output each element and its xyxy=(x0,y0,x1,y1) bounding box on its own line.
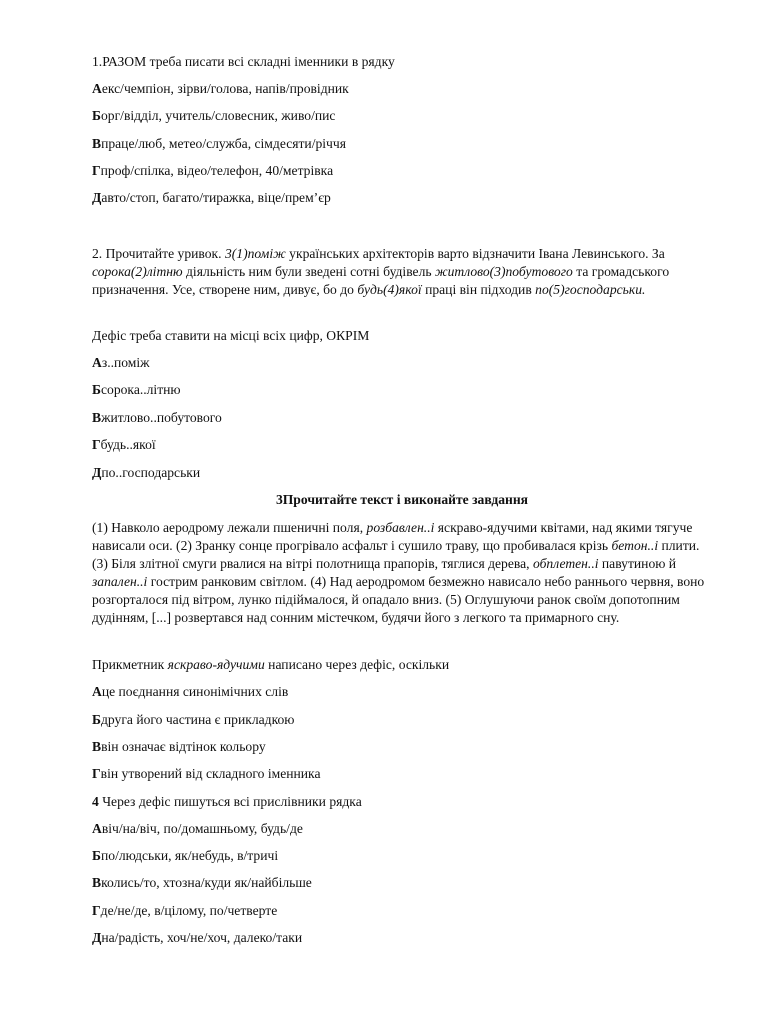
option-letter: А xyxy=(92,355,102,370)
q2-option-d xyxy=(92,464,712,482)
q2-word-1: 3(1)поміж xyxy=(224,246,286,261)
q2-text: праці він підходив xyxy=(421,282,536,297)
q2-text: та громадського призначення. Усе, створене ним, дивує, бо до xyxy=(92,264,670,297)
option-text: з..поміж xyxy=(101,355,150,370)
option-letter: Б xyxy=(92,382,101,397)
q2-text: діяльність ним були зведені сотні будівель xyxy=(182,264,435,279)
q4-option-d xyxy=(92,929,712,947)
option-text: сорока..літню xyxy=(101,382,181,397)
option-letter: А xyxy=(92,81,102,96)
q1-option-a xyxy=(92,80,712,98)
option-text: друга його частина є прикладкою xyxy=(101,712,295,727)
q1-question: 1.РАЗОМ треба писати всі складні іменники в рядку xyxy=(92,54,395,69)
option-text: будь..якої xyxy=(100,437,156,452)
option-text: екс/чемпіон, зірви/голова, напів/провідник xyxy=(101,81,349,96)
q3-text: павутиною й xyxy=(598,556,677,571)
q1-option-b xyxy=(92,107,712,125)
q4-question-text: Через дефіс пишуться всі прислівники рядка xyxy=(98,794,362,809)
option-letter: В xyxy=(92,875,102,890)
option-letter: Г xyxy=(92,437,101,452)
q3-question-text: написано через дефіс, оскільки xyxy=(264,657,450,672)
option-letter: Г xyxy=(92,903,101,918)
q4-option-g xyxy=(92,902,712,920)
q2-word-4: будь(4)якої xyxy=(357,282,422,297)
q3-text: гострим ранковим світлом. (4) Над аеродромом безмежно нависало небо раннього червня, воно розгорталося під вітром, лунко підіймалося, й опадало вниз. (5) Оглушуючи ранок своїм допотопним дудінням, [...] розвертався над сонним містечком, будячи його з легкого та примарного сну. xyxy=(92,574,705,625)
q1-option-g xyxy=(92,162,712,180)
q2-lead: 2. Прочитайте уривок. xyxy=(92,246,225,261)
q3-question-word: яскраво-ядучими xyxy=(167,657,265,672)
q3-text: плити. (3) Біля злітної смуги рвалися на вітрі полотнища прапорів, тяглися дерева, xyxy=(92,538,700,571)
option-text: орг/відділ, учитель/словесник, живо/пис xyxy=(101,108,336,123)
q2-word-3: житлово(3)побутового xyxy=(434,264,573,279)
option-letter: Б xyxy=(92,712,101,727)
option-letter: Б xyxy=(92,108,101,123)
q3-title: 3Прочитайте текст і виконайте завдання xyxy=(275,492,529,507)
option-text: де/не/де, в/цілому, по/четверте xyxy=(100,903,278,918)
q2-word-5: по(5)господарськи. xyxy=(535,282,646,297)
option-text: колись/то, хтозна/куди як/найбільше xyxy=(101,875,312,890)
option-letter: В xyxy=(92,410,102,425)
q3-word-3: обплетен..і xyxy=(532,556,599,571)
q4-option-a xyxy=(92,820,712,838)
option-letter: А xyxy=(92,684,102,699)
option-text: праце/люб, метео/служба, сімдесяти/річчя xyxy=(101,136,346,151)
option-text: житлово..побутового xyxy=(101,410,222,425)
q3-option-a xyxy=(92,683,712,701)
q4-question xyxy=(92,793,712,811)
q3-text: (1) Навколо аеродрому лежали пшеничні поля, xyxy=(92,520,367,535)
option-text: віч/на/віч, по/домашньому, будь/де xyxy=(101,821,303,836)
option-text: він означає відтінок кольору xyxy=(101,739,266,754)
q2-passage xyxy=(92,245,714,299)
option-letter: А xyxy=(92,821,102,836)
q1-option-v xyxy=(92,135,712,153)
option-letter: Д xyxy=(92,930,102,945)
q2-option-g xyxy=(92,436,712,454)
q3-word-2: бетон..і xyxy=(611,538,659,553)
q3-text: яскраво-ядучими квітами, над якими тягуче нависали оси. (2) Зранку сонце прогрівало асфальт і сушило траву, що пробивалася крізь xyxy=(92,520,693,553)
q3-option-g xyxy=(92,765,712,783)
q2-word-2: сорока(2)літню xyxy=(92,264,183,279)
option-letter: В xyxy=(92,136,102,151)
option-letter: Г xyxy=(92,766,101,781)
q2-option-a xyxy=(92,354,712,372)
q1-option-d xyxy=(92,189,712,207)
option-text: авто/стоп, багато/тиражка, віце/прем’єр xyxy=(101,190,331,205)
option-text: по/людськи, як/небудь, в/тричі xyxy=(101,848,279,863)
q4-option-v xyxy=(92,874,712,892)
option-letter: Г xyxy=(92,163,101,178)
option-letter: В xyxy=(92,739,102,754)
q4-option-b xyxy=(92,847,712,865)
option-letter: Д xyxy=(92,190,102,205)
q2-instruction: Дефіс треба ставити на місці всіх цифр, ОКРІМ xyxy=(92,328,370,343)
q3-word-1: розбавлен..і xyxy=(366,520,435,535)
option-text: проф/спілка, відео/телефон, 40/метрівка xyxy=(100,163,334,178)
option-text: це поєднання синонімічних слів xyxy=(101,684,289,699)
q2-option-v xyxy=(92,409,712,427)
q3-word-4: запален..і xyxy=(92,574,148,589)
option-letter: Д xyxy=(92,465,102,480)
q3-question xyxy=(92,656,712,674)
q3-question-text: Прикметник xyxy=(92,657,168,672)
q2-text: українських архітекторів варто відзначити Івана Левинського. За xyxy=(285,246,665,261)
option-text: він утворений від складного іменника xyxy=(100,766,321,781)
q3-option-b xyxy=(92,711,712,729)
option-text: на/радість, хоч/не/хоч, далеко/таки xyxy=(101,930,303,945)
q3-passage xyxy=(92,519,714,627)
option-text: по..господарськи xyxy=(101,465,201,480)
q3-option-v xyxy=(92,738,712,756)
option-letter: Б xyxy=(92,848,101,863)
q2-option-b xyxy=(92,381,712,399)
q4-number: 4 xyxy=(92,794,99,809)
